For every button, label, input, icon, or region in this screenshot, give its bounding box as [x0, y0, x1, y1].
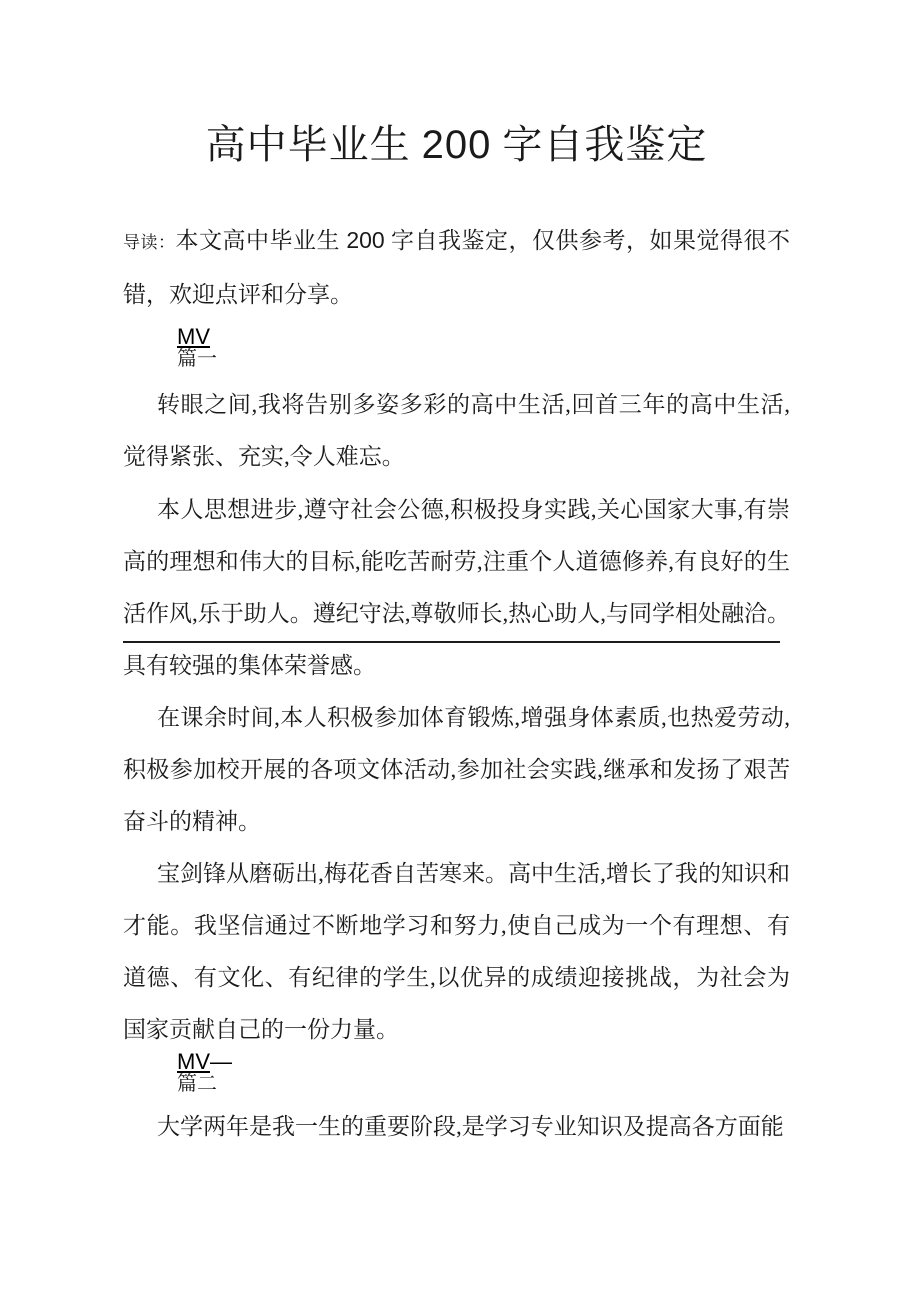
section2-mv-dash: — [210, 1049, 232, 1074]
section1-marker-line [177, 325, 790, 348]
divider-line [123, 641, 780, 643]
section2-mv-link[interactable]: MV [177, 1049, 210, 1074]
page-title-text-end: 字自我鉴定 [491, 122, 708, 167]
lead-paragraph [123, 214, 790, 321]
page-title [123, 121, 790, 169]
page-title-text: 高中毕业生 [205, 122, 422, 167]
section1-paragraph-3: 在课余时间,本人积极参加体育锻炼,增强身体素质,也热爱劳动,积极参加校开展的各项文体活动,参加社会实践,继承和发扬了艰苦奋斗的精神。 [123, 705, 790, 834]
section1-mv-link[interactable]: MV [177, 324, 210, 349]
section1-paragraph-4: 宝剑锋从磨砺出,梅花香自苦寒来。高中生活,增长了我的知识和才能。我坚信通过不断地学习和努力,使自己成为一个有理想、有道德、有文化、有纪律的学生,以优异的成绩迎接挑战，为社会为国家贡献自己的一份力量。 [123, 861, 790, 1042]
lead-text: 本文高中毕业生 [175, 228, 347, 253]
section1-heading: 篇一 [177, 348, 217, 370]
section2-heading: 篇二 [177, 1073, 217, 1095]
lead-label: 导读： [123, 233, 176, 252]
section2-marker-block [123, 1050, 790, 1096]
document-content [123, 0, 790, 1153]
page-title-number: 200 [421, 123, 492, 167]
section1-paragraph-1: 转眼之间,我将告别多姿多彩的高中生活,回首三年的高中生活,觉得紧张、充实,令人难忘。 [123, 392, 790, 469]
lead-text-end: 字自我鉴定，仅供参考，如果觉得很不错，欢迎点评和分享。 [123, 228, 791, 307]
section1-marker-block [123, 325, 790, 371]
section1-paragraph-2: 本人思想进步,遵守社会公德,积极投身实践,关心国家大事,有崇高的理想和伟大的目标,能吃苦耐劳,注重个人道德修养,有良好的生活作风,乐于助人。遵纪守法,尊敬师长,热心助人,与同学相处融洽。具有较强的集体荣誉感。 [123, 497, 790, 678]
section2-paragraph-1: 大学两年是我一生的重要阶段,是学习专业知识及提高各方面能 [157, 1114, 784, 1139]
lead-number: 200 [346, 227, 385, 253]
